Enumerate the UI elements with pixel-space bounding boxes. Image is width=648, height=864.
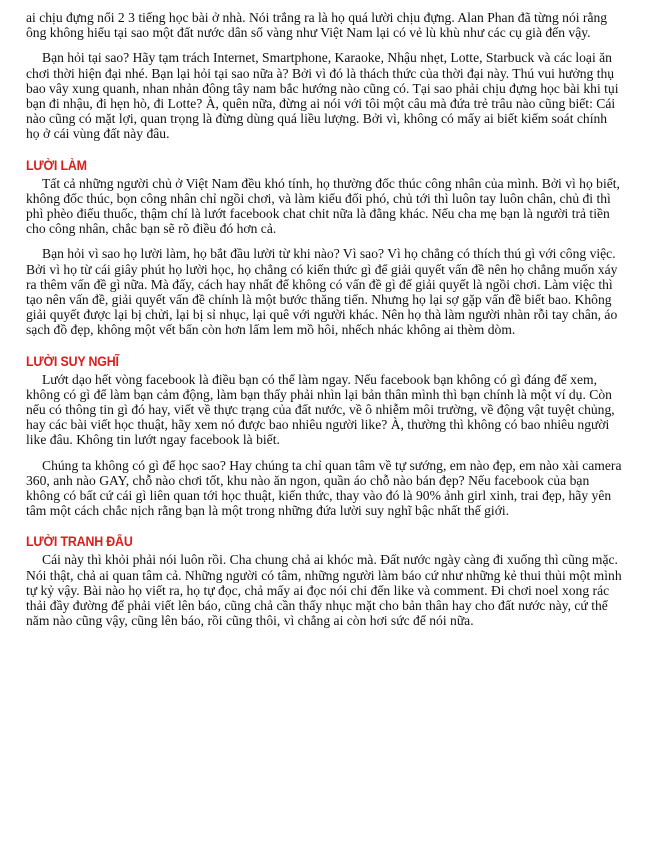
intro-paragraph: Bạn hỏi tại sao? Hãy tạm trách Internet, Smartphone, Karaoke, Nhậu nhẹt, Lotte, Starbuck và các loại ăn chơi thời hiện đại nhé. Bạn lại hỏi tại sao nữa à? Bởi vì đó là thách thức của thời đại này. Thú vui hưởng thụ bao vây xung quanh, nhan nhản đông tây nam bắc hướng nào cũng có. Tại sao phải chịu đựng học bài khi tụi bạn đi nhậu, đi hẹn hò, đi Lotte? À, quên nữa, đừng ai nói với tôi một câu mà đứa trẻ trâu nào cũng biết: Cái nào cũng có mặt lợi, quan trọng là đừng dùng quá liều lượng. Bởi vì, không có mấy ai biết kiểm soát chính họ ở cái vùng đất này đâu. [26, 50, 619, 142]
section-heading-luoi-lam: LƯỜI LÀM [26, 157, 87, 173]
intro-paragraph: ai chịu đựng nổi 2 3 tiếng học bài ở nhà. Nói trắng ra là họ quá lười chịu đựng. Alan Phan đã từng nói rằng ông không hiểu tại sao một đất nước dân số vàng như Việt Nam lại có vẻ lù khù như các cụ già đến vậy. [26, 10, 608, 41]
document-page [26, 10, 622, 639]
section-paragraph: Tất cả những người chủ ở Việt Nam đều khó tính, họ thường đốc thúc công nhân của mình. Bởi vì họ biết, không đốc thúc, bọn công nhân chỉ ngồi chơi, và làm kiểu đối phó, chủ tới thì luôn tay luôn chân, chủ đi thì phì phèo điếu thuốc, thậm chí là lướt facebook chat chit nữa là đằng khác. Nếu cha mẹ bạn là người trả tiền cho công nhân, chắc bạn sẽ rõ điều đó hơn cả. [26, 175, 620, 237]
section-heading-luoi-tranh-dau: LƯỜI TRANH ĐẤU [26, 534, 133, 550]
section-paragraph: Lướt dạo hết vòng facebook là điều bạn có thể làm ngay. Nếu facebook bạn không có gì đáng để xem, không có gì để làm bạn cảm động, làm bạn thấy phải nhìn lại bản thân mình thì bạn chính là một ví dụ. Còn nếu có thông tin gì đó hay, viết về thực trạng của đất nước, về ô nhiễm môi trường, về động vật tuyệt chủng, hay các bài viết học thuật, hãy xem nó được bao nhiêu người like? À, thường thì không có bao nhiêu người like đâu. Không tin lướt ngay facebook là biết. [26, 371, 615, 448]
section-paragraph: Cái này thì khỏi phải nói luôn rồi. Cha chung chả ai khóc mà. Đất nước ngày càng đi xuống thì cũng mặc. Nói thật, chả ai quan tâm cả. Những người có tâm, những người làm báo cứ như những kẻ thui thủi một mình tự kỷ vậy. Bài nào họ viết ra, họ tự đọc, chả mấy ai đọc nói chi đến like và comment. Đi chơi noel xong rác thải đầy đường để phải viết lên báo, cũng chả cần thấy nhục mặt cho bản thân hay cho đất nước này, cứ thế năm nào cũng vậy, cũng lên báo, rồi cũng thôi, vì chẳng ai còn hơi sức để nói nữa. [26, 552, 622, 629]
section-heading-luoi-suy-nghi: LƯỜI SUY NGHĨ [26, 353, 119, 369]
section-paragraph: Bạn hỏi vì sao họ lười làm, họ bắt đầu lười từ khi nào? Vì sao? Vì họ chẳng có thích thú gì với công việc. Bởi vì họ từ cái giây phút họ lười học, họ chẳng có kiến thức gì để giải quyết vấn đề nên họ chẳng muốn xáy ra thêm vấn đề gì nữa. Mà đấy, cách hay nhất để không có vấn đề gì để giải quyết là ngồi chơi. Làm việc thì tạo nên vấn đề, giải quyết vấn đề chính là một bước thăng tiến. Nhưng họ lại sợ gặp vấn đề biết bao. Không giải quyết được lại bị chửi, lại bị sỉ nhục, lại quê với người khác. Nên họ thà làm người nhàn rỗi tay chân, áo sạch đồ đẹp, không một vết bẩn còn hơn lấm lem mồ hôi, nhếch nhác không ai thèm dòm. [26, 246, 618, 338]
section-paragraph: Chúng ta không có gì để học sao? Hay chúng ta chỉ quan tâm về tự sướng, em nào đẹp, em nào xài camera 360, anh nào GAY, chỗ nào chơi tốt, khu nào ăn ngon, quần áo chỗ nào bán đẹp? Nếu facebook của bạn không có bất cứ cái gì liên quan tới học thuật, kiến thức, thay vào đó là 90% ảnh girl xinh, trai đẹp, hãy yên tâm một cách chắc nịch rằng bạn là một trong những đứa lười suy nghĩ bậc nhất thế giới. [26, 457, 622, 519]
